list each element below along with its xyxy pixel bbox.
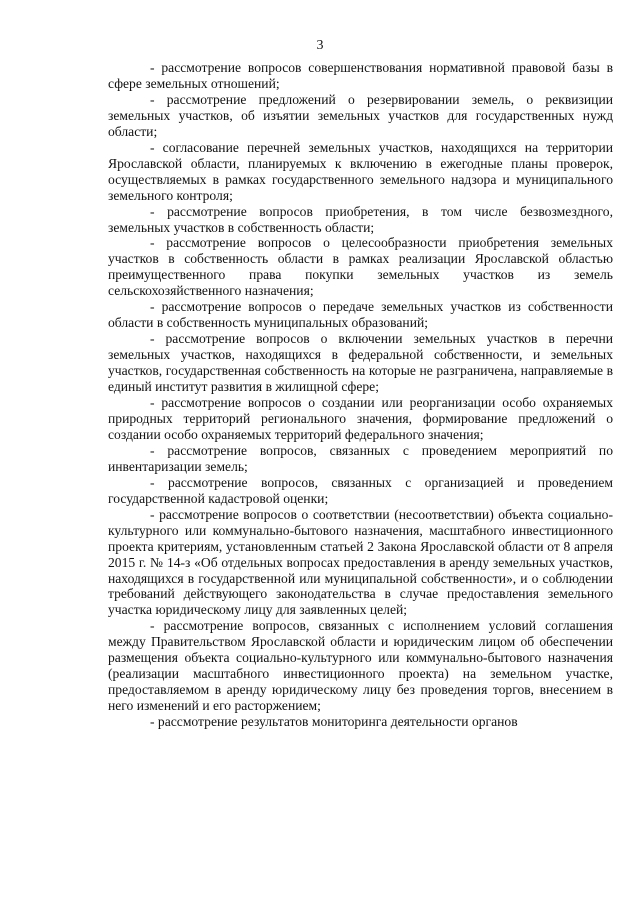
paragraph: - рассмотрение вопросов, связанных с исполнением условий соглашения между Правительством Ярославской области и юридическим лицом об обеспечении размещения объекта социально-культурного или коммунально-бытового назначения (реализации масштабного инвестиционного проекта) на земельном участке, предоставляемом в аренду юридическому лицу без проведения торгов, внесением в него изменений и его расторжением;: [108, 618, 613, 714]
document-body: [108, 60, 613, 730]
paragraph: - рассмотрение вопросов, связанных с организацией и проведением государственной кадастровой оценки;: [108, 474, 613, 506]
paragraph: - рассмотрение вопросов о соответствии (несоответствии) объекта социально-культурного или коммунально-бытового назначения, масштабного инвестиционного проекта критериям, установленным статьей 2 Закона Ярославской области от 8 апреля 2015 г. № 14-з «Об отдельных вопросах предоставления в аренду земельных участков, находящихся в государственной или муниципальной собственности», и о соблюдении требований действующего законодательства в случае предоставления земельного участка юридическому лицу для заявленных целей;: [108, 506, 613, 618]
paragraph: - рассмотрение вопросов совершенствования нормативной правовой базы в сфере земельных отношений;: [108, 60, 613, 91]
paragraph: - рассмотрение вопросов о включении земельных участков в перечни земельных участков, находящихся в федеральной собственности, и земельных участков, государственная собственность на которые не разграничена, направляемые в единый институт развития в жилищной сфере;: [108, 331, 613, 395]
paragraph: - согласование перечней земельных участков, находящихся на территории Ярославской области, планируемых к включению в ежегодные планы проверок, осуществляемых в рамках государственного земельного надзора и муниципального земельного контроля;: [108, 139, 613, 203]
paragraph: - рассмотрение предложений о резервировании земель, о реквизиции земельных участков, об изъятии земельных участков для государственных нужд области;: [108, 91, 613, 139]
paragraph: - рассмотрение вопросов приобретения, в том числе безвозмездного, земельных участков в собственность области;: [108, 203, 613, 235]
page-number: 3: [316, 38, 324, 53]
paragraph: - рассмотрение вопросов о создании или реорганизации особо охраняемых природных территорий регионального значения, формирование предложений о создании особо охраняемых территорий федерального значения;: [108, 395, 613, 442]
paragraph: - рассмотрение вопросов о передаче земельных участков из собственности области в собственность муниципальных образований;: [108, 299, 613, 331]
paragraph: - рассмотрение вопросов, связанных с проведением мероприятий по инвентаризации земель;: [108, 442, 613, 474]
paragraph: - рассмотрение результатов мониторинга деятельности органов: [150, 714, 518, 730]
paragraph: - рассмотрение вопросов о целесообразности приобретения земельных участков в собственность области в рамках реализации Ярославской областью преимущественного права покупки земельных участков из земель сельскохозяйственного назначения;: [108, 235, 613, 299]
